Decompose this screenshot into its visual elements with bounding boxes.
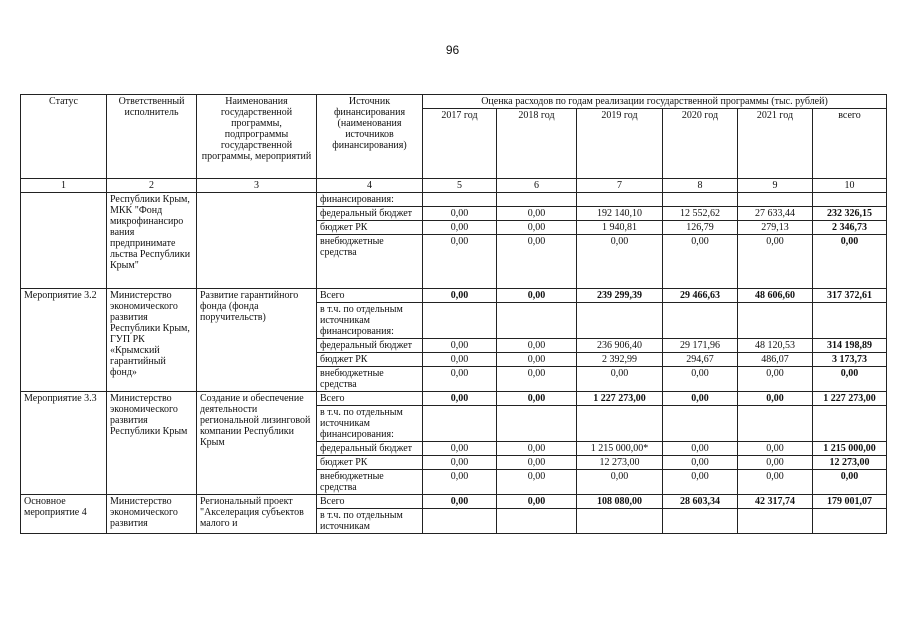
source-cell: Всего xyxy=(317,392,423,406)
program-name-cell xyxy=(197,193,317,289)
header-estimate: Оценка расходов по годам реализации государственной программы (тыс. рублей) xyxy=(423,95,887,109)
value-cell: 0,00 xyxy=(577,367,663,392)
value-cell xyxy=(423,303,497,339)
program-name-cell: Развитие гарантийного фонда (фонда поручительств) xyxy=(197,289,317,392)
value-cell xyxy=(577,193,663,207)
column-number: 7 xyxy=(577,179,663,193)
value-cell: 12 273,00 xyxy=(577,456,663,470)
value-cell: 0,00 xyxy=(497,235,577,289)
value-cell xyxy=(577,406,663,442)
source-cell: бюджет РК xyxy=(317,353,423,367)
value-cell: 0,00 xyxy=(813,470,887,495)
column-number: 9 xyxy=(738,179,813,193)
funding-table xyxy=(20,94,887,534)
source-cell: в т.ч. по отдельным источникам финансирования: xyxy=(317,303,423,339)
value-cell: 0,00 xyxy=(738,235,813,289)
value-cell: 0,00 xyxy=(738,456,813,470)
column-number: 10 xyxy=(813,179,887,193)
value-cell: 2 346,73 xyxy=(813,221,887,235)
value-cell: 314 198,89 xyxy=(813,339,887,353)
value-cell: 0,00 xyxy=(663,392,738,406)
source-cell: бюджет РК xyxy=(317,456,423,470)
value-cell: 0,00 xyxy=(423,353,497,367)
value-cell: 0,00 xyxy=(738,442,813,456)
program-name-cell: Создание и обеспечение деятельности региональной лизинговой компании Республики Крым xyxy=(197,392,317,495)
value-cell: 279,13 xyxy=(738,221,813,235)
header-year: 2017 год xyxy=(423,109,497,179)
value-cell: 317 372,61 xyxy=(813,289,887,303)
value-cell: 0,00 xyxy=(497,470,577,495)
value-cell: 0,00 xyxy=(663,367,738,392)
source-cell: в т.ч. по отдельным источникам финансирования: xyxy=(317,406,423,442)
value-cell: 192 140,10 xyxy=(577,207,663,221)
source-cell: в т.ч. по отдельным источникам xyxy=(317,509,423,534)
value-cell: 0,00 xyxy=(813,367,887,392)
value-cell: 0,00 xyxy=(497,392,577,406)
value-cell: 0,00 xyxy=(577,470,663,495)
value-cell: 126,79 xyxy=(663,221,738,235)
source-cell: федеральный бюджет xyxy=(317,339,423,353)
executor-cell: Министерство экономического развития xyxy=(107,495,197,534)
value-cell: 0,00 xyxy=(423,235,497,289)
column-number: 5 xyxy=(423,179,497,193)
table-row xyxy=(21,193,887,207)
source-cell: внебюджетные средства xyxy=(317,367,423,392)
source-cell: Всего xyxy=(317,289,423,303)
column-number: 3 xyxy=(197,179,317,193)
value-cell: 0,00 xyxy=(577,235,663,289)
value-cell: 0,00 xyxy=(423,289,497,303)
value-cell xyxy=(738,193,813,207)
value-cell: 0,00 xyxy=(663,235,738,289)
value-cell: 179 001,07 xyxy=(813,495,887,509)
executor-cell: Республики Крым, МКК "Фонд микрофинансиро вания предпринимате льства Республики Крым" xyxy=(107,193,197,289)
value-cell: 12 273,00 xyxy=(813,456,887,470)
value-cell xyxy=(577,509,663,534)
source-cell: Всего xyxy=(317,495,423,509)
value-cell: 48 120,53 xyxy=(738,339,813,353)
column-number: 4 xyxy=(317,179,423,193)
value-cell: 0,00 xyxy=(738,367,813,392)
value-cell xyxy=(813,193,887,207)
value-cell: 0,00 xyxy=(813,235,887,289)
value-cell: 0,00 xyxy=(423,207,497,221)
value-cell: 1 215 000,00* xyxy=(577,442,663,456)
value-cell xyxy=(577,303,663,339)
value-cell xyxy=(738,509,813,534)
value-cell xyxy=(813,303,887,339)
value-cell: 108 080,00 xyxy=(577,495,663,509)
value-cell xyxy=(663,509,738,534)
value-cell: 0,00 xyxy=(423,495,497,509)
table-row xyxy=(21,495,887,509)
column-number: 6 xyxy=(497,179,577,193)
header-executor: Ответственный исполнитель xyxy=(107,95,197,179)
column-number: 2 xyxy=(107,179,197,193)
source-cell: внебюджетные средства xyxy=(317,470,423,495)
value-cell: 27 633,44 xyxy=(738,207,813,221)
value-cell: 232 326,15 xyxy=(813,207,887,221)
value-cell xyxy=(423,193,497,207)
source-cell: федеральный бюджет xyxy=(317,442,423,456)
value-cell: 486,07 xyxy=(738,353,813,367)
value-cell: 0,00 xyxy=(497,207,577,221)
column-number: 8 xyxy=(663,179,738,193)
status-cell: Мероприятие 3.3 xyxy=(21,392,107,495)
value-cell: 0,00 xyxy=(423,456,497,470)
value-cell: 0,00 xyxy=(497,221,577,235)
value-cell: 0,00 xyxy=(497,289,577,303)
value-cell xyxy=(738,303,813,339)
value-cell: 1 215 000,00 xyxy=(813,442,887,456)
header-status: Статус xyxy=(21,95,107,179)
value-cell xyxy=(663,406,738,442)
value-cell: 29 466,63 xyxy=(663,289,738,303)
value-cell xyxy=(423,406,497,442)
value-cell: 0,00 xyxy=(497,495,577,509)
value-cell: 294,67 xyxy=(663,353,738,367)
header-year: всего xyxy=(813,109,887,179)
value-cell: 0,00 xyxy=(663,442,738,456)
value-cell xyxy=(497,509,577,534)
value-cell: 12 552,62 xyxy=(663,207,738,221)
header-name: Наименования государственной программы, подпрограммы государственной программы, мероприятий xyxy=(197,95,317,179)
value-cell: 0,00 xyxy=(497,353,577,367)
source-cell: финансирования: xyxy=(317,193,423,207)
header-year: 2018 год xyxy=(497,109,577,179)
header-year: 2019 год xyxy=(577,109,663,179)
value-cell: 0,00 xyxy=(423,442,497,456)
status-cell: Основное мероприятие 4 xyxy=(21,495,107,534)
source-cell: федеральный бюджет xyxy=(317,207,423,221)
value-cell xyxy=(663,303,738,339)
value-cell xyxy=(663,193,738,207)
value-cell: 1 940,81 xyxy=(577,221,663,235)
value-cell xyxy=(497,406,577,442)
value-cell: 239 299,39 xyxy=(577,289,663,303)
value-cell xyxy=(497,193,577,207)
value-cell: 0,00 xyxy=(663,470,738,495)
executor-cell: Министерство экономического развития Республики Крым xyxy=(107,392,197,495)
value-cell: 0,00 xyxy=(738,392,813,406)
value-cell: 0,00 xyxy=(423,339,497,353)
value-cell: 0,00 xyxy=(497,339,577,353)
source-cell: внебюджетные средства xyxy=(317,235,423,289)
value-cell: 48 606,60 xyxy=(738,289,813,303)
value-cell: 42 317,74 xyxy=(738,495,813,509)
value-cell: 0,00 xyxy=(423,392,497,406)
value-cell: 1 227 273,00 xyxy=(813,392,887,406)
value-cell: 0,00 xyxy=(423,221,497,235)
value-cell: 1 227 273,00 xyxy=(577,392,663,406)
value-cell xyxy=(497,303,577,339)
value-cell: 236 906,40 xyxy=(577,339,663,353)
value-cell: 0,00 xyxy=(497,456,577,470)
status-cell xyxy=(21,193,107,289)
header-year: 2021 год xyxy=(738,109,813,179)
value-cell: 3 173,73 xyxy=(813,353,887,367)
value-cell: 28 603,34 xyxy=(663,495,738,509)
value-cell xyxy=(813,406,887,442)
value-cell: 0,00 xyxy=(663,456,738,470)
value-cell: 0,00 xyxy=(738,470,813,495)
value-cell xyxy=(423,509,497,534)
page-number: 96 xyxy=(445,43,460,57)
executor-cell: Министерство экономического развития Республики Крым, ГУП РК «Крымский гарантийный фонд» xyxy=(107,289,197,392)
source-cell: бюджет РК xyxy=(317,221,423,235)
value-cell xyxy=(738,406,813,442)
value-cell: 29 171,96 xyxy=(663,339,738,353)
value-cell: 0,00 xyxy=(423,367,497,392)
header-year: 2020 год xyxy=(663,109,738,179)
value-cell: 0,00 xyxy=(497,367,577,392)
value-cell xyxy=(813,509,887,534)
status-cell: Мероприятие 3.2 xyxy=(21,289,107,392)
value-cell: 0,00 xyxy=(497,442,577,456)
table-row xyxy=(21,289,887,303)
program-name-cell: Региональный проект "Акселерация субъектов малого и xyxy=(197,495,317,534)
value-cell: 2 392,99 xyxy=(577,353,663,367)
table-row xyxy=(21,392,887,406)
value-cell: 0,00 xyxy=(423,470,497,495)
column-number: 1 xyxy=(21,179,107,193)
header-source: Источник финансирования (наименования источников финансирования) xyxy=(317,95,423,179)
